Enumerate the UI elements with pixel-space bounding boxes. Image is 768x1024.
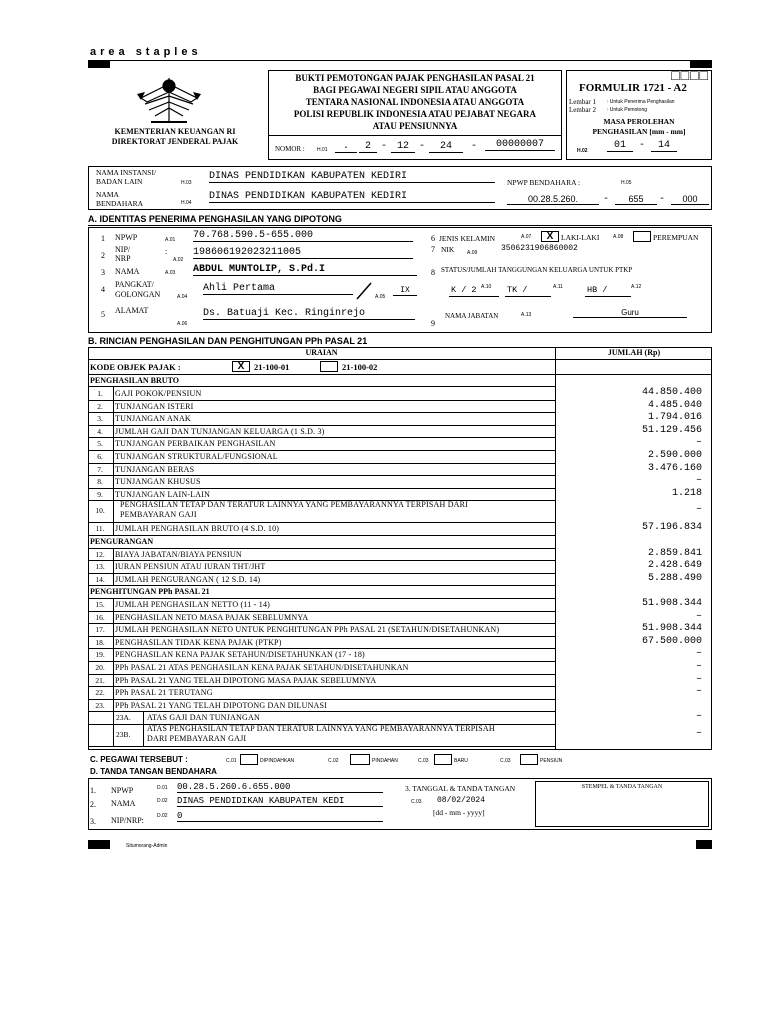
a-num-3: 3 — [101, 268, 105, 277]
row-label: IURAN PENSIUN ATAU IURAN THT/JHT — [115, 562, 266, 572]
a-num-7: 7 — [431, 245, 435, 254]
c2-code: C.02 — [328, 758, 339, 764]
row-amount[interactable]: 1.794.016 — [647, 412, 702, 424]
nomor-label: NOMOR : — [275, 145, 305, 153]
gol-value[interactable]: IX — [393, 286, 417, 296]
tanggal-label: 3. TANGGAL & TANDA TANGAN — [405, 784, 516, 793]
tk-field[interactable] — [505, 296, 551, 297]
row-number: 8. — [97, 477, 103, 487]
row-number: 13. — [95, 562, 105, 572]
a-num-6: 6 — [431, 234, 435, 243]
title-divider — [269, 135, 561, 136]
row-divider — [88, 535, 555, 536]
nama-value[interactable]: ABDUL MUNTOLIP, S.Pd.I — [193, 264, 417, 276]
row-label: BIAYA JABATAN/BIAYA PENSIUN — [115, 549, 242, 559]
row-amount[interactable]: – — [695, 648, 702, 660]
footer-text: Situmorang-Admin — [126, 843, 168, 849]
lembar-2-text: : Untuk Pemotong — [607, 107, 648, 113]
masa-perolehan-1: MASA PEROLEHAN — [603, 117, 675, 126]
nomor-part-1[interactable]: . — [335, 141, 357, 153]
gol-slash-icon — [355, 282, 373, 300]
corner-mark-br — [696, 840, 712, 849]
area-staples-label: area staples — [90, 46, 202, 58]
k-label: K / 2 — [451, 285, 477, 295]
section-a-topline — [88, 225, 712, 226]
staples-line — [88, 60, 712, 61]
row-label: TUNJANGAN BERAS — [115, 464, 195, 474]
lembar-1-label: Lembar 1 — [569, 98, 597, 106]
status-label: STATUS/JUMLAH TANGGUNGAN KELUARGA UNTUK PTKP — [441, 266, 633, 274]
a-num-5: 5 — [101, 310, 105, 319]
k-code: A.10 — [481, 284, 492, 290]
directorate-name: DIREKTORAT JENDERAL PAJAK — [111, 137, 239, 146]
tanggal-value[interactable]: 08/02/2024 — [437, 796, 486, 805]
c3a-code: C.03 — [418, 758, 429, 764]
row-number: 23B. — [116, 730, 131, 739]
hdr-line — [88, 359, 712, 360]
nik-label: NIK — [441, 245, 455, 254]
pindahan-checkbox[interactable] — [350, 754, 370, 765]
table-row — [88, 400, 712, 413]
title-line-1: BUKTI PEMOTONGAN PAJAK PENGHASILAN PASAL 21 — [295, 73, 535, 83]
instansi-code: H.03 — [181, 180, 192, 186]
row-number-divider — [113, 699, 114, 712]
d-nama-label: NAMA — [111, 799, 136, 808]
c1-code: C.01 — [226, 758, 237, 764]
table-row — [88, 500, 712, 522]
row-number: 21. — [95, 675, 105, 685]
section-a-title: A. IDENTITAS PENERIMA PENGHASILAN YANG DIPOTONG — [88, 214, 342, 224]
a-num-1: 1 — [101, 234, 105, 243]
d-nip-code: D.02 — [157, 813, 168, 819]
row-number-divider — [113, 661, 114, 674]
alamat-label: ALAMAT — [115, 306, 149, 315]
nomor-part-5[interactable]: 00000007 — [485, 139, 555, 151]
row-number: 20. — [95, 663, 105, 672]
row-number: 3. — [97, 414, 103, 424]
row-amount[interactable]: 51.908.344 — [641, 623, 702, 635]
kode-21-100-02-label: 21-100-02 — [342, 362, 378, 372]
baru-checkbox[interactable] — [434, 754, 452, 765]
row-label: JUMLAH GAJI DAN TUNJANGAN KELUARGA (1 S.D. 3) — [115, 426, 325, 436]
baru-label: BARU — [454, 758, 468, 764]
row-amount[interactable]: – — [695, 686, 702, 698]
row-label: PENGHASILAN KENA PAJAK SETAHUN/DISETAHUNKAN (17 - 18) — [115, 650, 365, 660]
nama-code: A.03 — [165, 270, 176, 276]
table-row — [88, 387, 712, 400]
stempel-box — [535, 781, 709, 827]
nomor-part-4[interactable]: 24 — [429, 141, 463, 153]
formulir-box — [566, 70, 712, 160]
row-amount[interactable]: 2.590.000 — [647, 450, 702, 461]
instansi-label-1: NAMA INSTANSI/ — [96, 168, 157, 177]
table-row — [88, 636, 712, 649]
row-number-divider — [113, 412, 114, 425]
nip-label-2: NRP — [115, 254, 131, 263]
section-c-title: C. PEGAWAI TERSEBUT : — [90, 755, 188, 764]
row-amount[interactable]: 1.218 — [671, 487, 702, 499]
row-label: PPh PASAL 21 YANG TELAH DIPOTONG MASA PAJAK SEBELUMNYA — [115, 675, 377, 685]
row-number: 5. — [97, 439, 103, 449]
stempel-label: STEMPEL & TANDA TANGAN — [581, 784, 663, 790]
col-jumlah-header: JUMLAH (Rp) — [607, 348, 661, 357]
npwp-dash-1: - — [602, 194, 609, 205]
row-number-divider — [113, 623, 114, 636]
row-label: PENGHASILAN NETO MASA PAJAK SEBELUMNYA — [115, 612, 309, 622]
table-row — [88, 548, 712, 561]
row-amount[interactable]: – — [695, 728, 702, 739]
row-amount[interactable]: 57.196.834 — [641, 522, 702, 534]
penghitungan-header: PENGHITUNGAN PPh PASAL 21 — [90, 587, 210, 597]
nip-colon: : — [165, 247, 168, 256]
table-row — [88, 560, 712, 573]
row-amount[interactable]: 67.500.000 — [641, 635, 702, 647]
d-nama-code: D.02 — [157, 798, 168, 804]
d-nip-label: NIP/NRP: — [111, 816, 144, 825]
row-label: JUMLAH PENGURANGAN ( 12 S.D. 14) — [115, 574, 261, 584]
title-line-4: POLISI REPUBLIK INDONESIA ATAU PEJABAT NEGARA — [293, 109, 537, 119]
instansi-label-2: BADAN LAIN — [96, 177, 143, 186]
row-number-divider — [113, 548, 114, 561]
row-number: 4. — [97, 426, 103, 436]
row-number-divider — [113, 500, 114, 522]
table-row — [88, 661, 712, 674]
tanggal-format: [dd - mm - yyyy] — [433, 808, 485, 817]
npwp-value[interactable]: 70.768.590.5-655.000 — [193, 230, 413, 242]
row-divider — [88, 585, 555, 586]
lembar-2-label: Lembar 2 — [569, 106, 597, 114]
row-amount[interactable]: – — [695, 711, 702, 723]
row-number: 23A. — [116, 713, 131, 723]
row-label: TUNJANGAN ANAK — [115, 414, 191, 424]
a-num-9: 9 — [431, 319, 435, 328]
title-line-3: TENTARA NASIONAL INDONESIA ATAU ANGGOTA — [305, 97, 525, 107]
row-number: 10. — [95, 506, 105, 516]
row-amount[interactable]: 2.859.841 — [647, 547, 702, 559]
row-amount[interactable]: 5.288.490 — [647, 572, 702, 584]
row-number-divider — [113, 711, 114, 724]
pangkat-label-2: GOLONGAN — [115, 290, 161, 299]
table-row — [88, 724, 712, 746]
row-number: 6. — [97, 452, 103, 461]
row-amount[interactable]: 3.476.160 — [647, 462, 702, 474]
row-amount[interactable]: 51.908.344 — [641, 598, 702, 609]
masa-perolehan-2: PENGHASILAN [mm - mm] — [592, 127, 686, 136]
col-uraian-header: URAIAN — [305, 348, 338, 357]
table-row — [88, 425, 712, 438]
corner-mark-bl — [88, 840, 110, 849]
row-number-divider — [113, 387, 114, 400]
nip-value[interactable]: 198606192023211005 — [193, 247, 413, 259]
pangkat-code: A.04 — [177, 294, 188, 300]
jabatan-code: A.13 — [521, 312, 532, 318]
lembar-1-text: : Untuk Penerima Penghasilan — [607, 99, 675, 105]
d-nip-no: 3. — [90, 817, 96, 826]
nomor-code: H.01 — [317, 147, 328, 153]
nama-label: NAMA — [115, 267, 140, 276]
pengurangan-header-line — [88, 548, 556, 549]
row-number-divider — [113, 636, 114, 649]
row-number: 19. — [95, 650, 105, 660]
row-label: TUNJANGAN ISTERI — [115, 401, 194, 411]
row-label: JUMLAH PENGHASILAN NETTO (11 - 14) — [115, 600, 271, 609]
table-row — [88, 475, 712, 488]
bruto-header: PENGHASILAN BRUTO — [90, 376, 179, 385]
row-number: 14. — [95, 574, 105, 584]
row-label: TUNJANGAN KHUSUS — [115, 477, 201, 487]
npwp-bendahara-part-1[interactable]: 00.28.5.260. — [507, 194, 599, 205]
row-label: TUNJANGAN STRUKTURAL/FUNGSIONAL — [115, 452, 278, 461]
bendahara-label-1: NAMA — [96, 190, 119, 199]
row-divider — [88, 746, 555, 747]
table-row — [88, 412, 712, 425]
npwp-dash-2: - — [658, 194, 665, 205]
row-label: JUMLAH PENGHASILAN BRUTO (4 S.D. 10) — [115, 524, 280, 534]
nik-code: A.09 — [467, 250, 478, 256]
row-number-divider — [113, 611, 114, 624]
row-number: 9. — [97, 489, 103, 499]
section-d-box — [88, 778, 712, 830]
c3b-code: C.03 — [500, 758, 511, 764]
row-amount[interactable]: – — [695, 673, 702, 685]
row-number: 22. — [95, 688, 105, 698]
row-amount[interactable]: 2.428.649 — [647, 560, 702, 572]
row-label: JUMLAH PENGHASILAN NETO UNTUK PENGHITUNGAN PPh PASAL 21 (SETAHUN/DISETAHUNKAN) — [115, 625, 500, 635]
row-number-divider — [113, 686, 114, 699]
row-number: 1. — [97, 389, 103, 398]
pensiun-checkbox[interactable] — [520, 754, 538, 765]
row-number-divider — [113, 724, 114, 746]
row-number-divider — [113, 425, 114, 438]
corner-mark-tr — [690, 61, 712, 68]
row-number-divider — [113, 475, 114, 488]
tk-code: A.11 — [553, 284, 563, 290]
d-npwp-code: D.01 — [157, 785, 168, 791]
penghitungan-header-line — [88, 598, 556, 599]
dipindahkan-label: DIPINDAHKAN — [260, 758, 295, 764]
nik-value[interactable]: 3506231906860002 — [501, 244, 578, 253]
row-label: TUNJANGAN LAIN-LAIN — [115, 489, 211, 499]
masa-to[interactable]: 14 — [651, 140, 677, 152]
pangkat-value[interactable]: Ahli Pertama — [203, 283, 353, 295]
instansi-value[interactable]: DINAS PENDIDIKAN KABUPATEN KEDIRI — [209, 171, 495, 183]
a-num-4: 4 — [101, 285, 105, 294]
row-number: 12. — [95, 549, 105, 559]
d-nama-no: 2. — [90, 800, 96, 809]
subrow-divider — [143, 724, 144, 746]
kode-21-100-02-checkbox[interactable] — [320, 361, 338, 372]
nip-code: A.02 — [173, 257, 184, 263]
nomor-dash-1: - — [380, 141, 387, 152]
row-label: ATAS GAJI DAN TUNJANGAN — [147, 713, 260, 723]
row-number: 18. — [95, 637, 105, 647]
nomor-part-3[interactable]: 12 — [391, 141, 415, 153]
section-b-title: B. RINCIAN PENGHASILAN DAN PENGHITUNGAN PPh PASAL 21 — [88, 336, 368, 346]
hb-code: A.12 — [631, 284, 642, 290]
table-row — [88, 711, 712, 724]
hb-label: HB / — [587, 285, 608, 295]
alamat-value[interactable]: Ds. Batuaji Kec. Ringinrejo — [203, 308, 415, 320]
d-npwp-no: 1. — [90, 786, 96, 795]
row-number-divider — [113, 573, 114, 586]
ministry-name: KEMENTERIAN KEUANGAN RI — [114, 127, 236, 136]
tk-label: TK / — [507, 285, 528, 295]
kode-21-100-01-label: 21-100-01 — [254, 362, 290, 372]
tanggal-code: C.03 — [411, 799, 422, 805]
table-row — [88, 573, 712, 586]
masa-dash: - — [638, 140, 645, 151]
row-label: PENGHASILAN TIDAK KENA PAJAK (PTKP) — [115, 637, 282, 647]
row-number: 11. — [95, 524, 105, 534]
row-label: GAJI POKOK/PENSIUN — [115, 389, 202, 398]
bendahara-value[interactable]: DINAS PENDIDIKAN KABUPATEN KEDIRI — [209, 191, 495, 203]
row-amount[interactable]: – — [695, 661, 702, 672]
row-amount[interactable]: – — [695, 475, 702, 487]
jk-code-2: A.08 — [613, 234, 624, 240]
a-num-8: 8 — [431, 268, 435, 277]
bendahara-label-2: BENDAHARA — [96, 199, 144, 208]
laki-laki-label: LAKI-LAKI — [561, 233, 600, 242]
subrow-divider — [143, 711, 144, 724]
npwp-bendahara-code: H.05 — [621, 180, 632, 186]
perempuan-checkbox[interactable] — [633, 231, 651, 242]
row-number: 17. — [95, 625, 105, 635]
table-row — [88, 437, 712, 450]
masa-from[interactable]: 01 — [607, 140, 633, 152]
corner-mark-tl — [88, 61, 110, 68]
jabatan-label: NAMA JABATAN — [445, 312, 499, 320]
table-row — [88, 623, 712, 636]
jk-code-1: A.07 — [521, 234, 532, 240]
d-nip-value[interactable]: 0 — [177, 811, 383, 822]
row-label-line-2: DARI PEMBAYARAN GAJI — [147, 734, 247, 743]
npwp-bendahara-part-3[interactable]: 000 — [671, 194, 709, 205]
row-amount[interactable]: – — [695, 610, 702, 622]
kode-line — [88, 374, 712, 375]
row-label: TUNJANGAN PERBAIKAN PENGHASILAN — [115, 439, 276, 449]
garuda-emblem-icon — [131, 74, 207, 126]
row-number-divider — [113, 463, 114, 476]
form-code-boxes: □□□□ — [671, 69, 709, 84]
table-row — [88, 674, 712, 687]
kode-21-100-01-checkbox[interactable]: X — [232, 361, 250, 372]
row-number-divider — [113, 648, 114, 661]
row-number: 7. — [97, 464, 103, 474]
form-title: FORMULIR 1721 - A2 — [579, 82, 687, 94]
table-row — [88, 488, 712, 501]
a-num-2: 2 — [101, 251, 105, 260]
d-npwp-label: NPWP — [111, 786, 134, 795]
row-number-divider — [113, 488, 114, 501]
table-row — [88, 686, 712, 699]
row-amount[interactable]: 44.850.400 — [641, 387, 702, 398]
row-label: PPh PASAL 21 ATAS PENGHASILAN KENA PAJAK SETAHUN/DISETAHUNKAN — [115, 663, 409, 672]
k-field[interactable] — [449, 296, 499, 297]
npwp-label: NPWP — [115, 233, 138, 242]
row-amount[interactable]: 4.485.040 — [647, 399, 702, 411]
table-row — [88, 463, 712, 476]
row-label: ATAS PENGHASILAN TETAP DAN TERATUR LAINNYA YANG PEMBAYARANNYA TERPISAH — [147, 724, 495, 733]
pengurangan-header: PENGURANGAN — [90, 537, 154, 546]
nomor-part-2[interactable]: 2 — [359, 141, 377, 153]
row-label: PENGHASILAN TETAP DAN TERATUR LAINNYA YANG PEMBAYARANNYA TERPISAH DARI — [120, 500, 469, 510]
row-number: 15. — [95, 600, 105, 609]
nomor-dash-3: - — [470, 141, 477, 152]
row-label: PPh PASAL 21 YANG TELAH DIPOTONG DAN DILUNASI — [115, 700, 328, 710]
table-row — [88, 450, 712, 463]
table-row — [88, 699, 712, 712]
section-d-title: D. TANDA TANGAN BENDAHARA — [90, 767, 217, 776]
bendahara-code: H.04 — [181, 200, 192, 206]
d-nama-value[interactable]: DINAS PENDIDIKAN KABUPATEN KEDI — [177, 796, 383, 807]
npwp-bendahara-part-2[interactable]: 655 — [615, 194, 657, 205]
nip-label-1: NIP/ — [115, 245, 131, 254]
kode-objek-label: KODE OBJEK PAJAK : — [90, 362, 181, 372]
masa-code: H.02 — [577, 148, 588, 154]
row-amount[interactable]: – — [695, 437, 702, 449]
section-a-box — [88, 227, 712, 333]
laki-laki-checkbox[interactable]: X — [541, 231, 559, 242]
row-amount[interactable]: 51.129.456 — [641, 424, 702, 436]
pangkat-label-1: PANGKAT/ — [115, 280, 154, 289]
gol-code: A.05 — [375, 294, 386, 300]
title-line-5: ATAU PENSIUNNYA — [372, 121, 458, 131]
row-number: 2. — [97, 401, 103, 411]
table-row — [88, 598, 712, 611]
row-amount[interactable]: – — [695, 504, 702, 516]
row-number-divider — [113, 598, 114, 611]
pensiun-label: PENSIUN — [540, 758, 563, 764]
title-box — [268, 70, 562, 160]
npwp-code: A.01 — [165, 237, 176, 243]
perempuan-label: PEREMPUAN — [653, 233, 699, 242]
instansi-box — [88, 166, 712, 210]
npwp-bendahara-label: NPWP BENDAHARA : — [507, 178, 581, 187]
row-number-divider — [113, 450, 114, 463]
row-label-line-2: PEMBAYARAN GAJI — [120, 510, 197, 520]
row-number: 16. — [95, 612, 105, 622]
nomor-dash-2: - — [418, 141, 425, 152]
table-row — [88, 648, 712, 661]
alamat-code: A.06 — [177, 321, 188, 327]
dipindahkan-checkbox[interactable] — [240, 754, 258, 765]
hb-field[interactable] — [585, 296, 631, 297]
table-row — [88, 522, 712, 535]
title-line-2: BAGI PEGAWAI NEGERI SIPIL ATAU ANGGOTA — [313, 85, 517, 95]
row-number-divider — [113, 560, 114, 573]
row-number-divider — [113, 674, 114, 687]
d-npwp-value[interactable]: 00.28.5.260.6.655.000 — [177, 782, 383, 793]
pindahan-label: PINDAHAN — [372, 758, 398, 764]
row-number: 23. — [95, 700, 105, 710]
jenis-kelamin-label: JENIS KELAMIN — [439, 234, 496, 243]
row-label: PPh PASAL 21 TERUTANG — [115, 688, 213, 698]
jabatan-value[interactable]: Guru — [573, 308, 687, 318]
row-number-divider — [113, 437, 114, 450]
table-row — [88, 611, 712, 624]
row-number-divider — [113, 400, 114, 413]
row-number-divider — [113, 522, 114, 535]
